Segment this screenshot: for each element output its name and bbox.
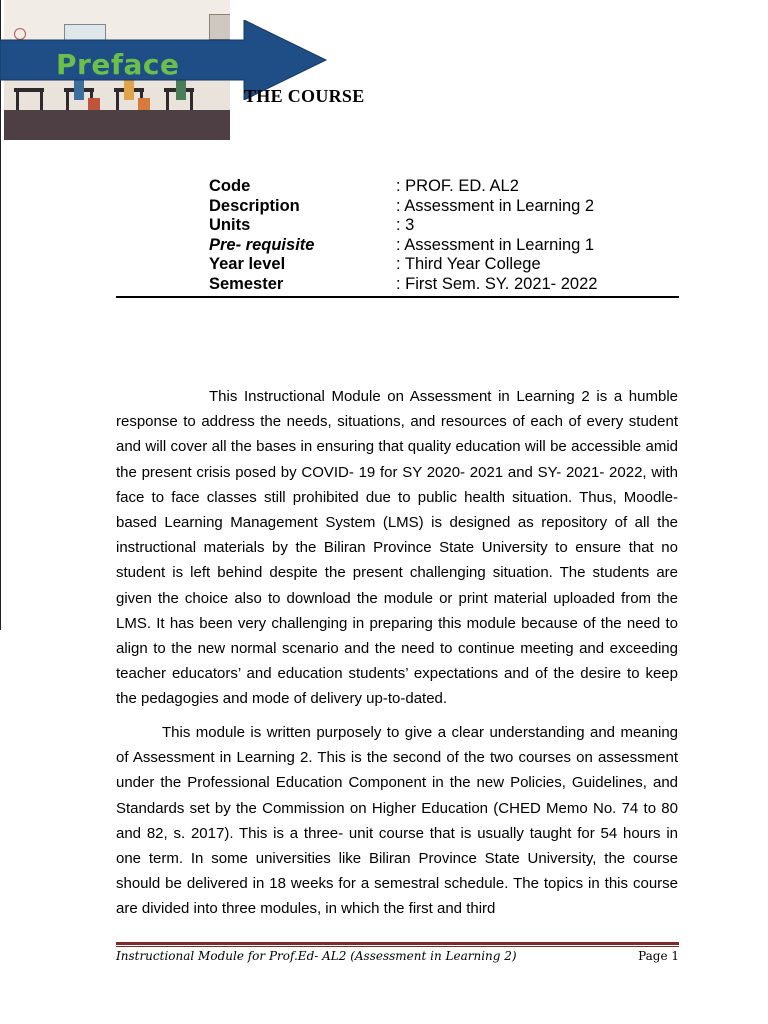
footer-divider: [116, 942, 679, 945]
info-value: : Assessment in Learning 1: [396, 235, 595, 254]
info-row-semester: [209, 275, 597, 295]
info-label: Semester: [209, 274, 284, 293]
body-paragraph-1: This Instructional Module on Assessment in Learning 2 is a humble response to address the needs, situations, and resources of each of every student and will cover all the bases in ensuring that quality education will be accessible amid the present crisis posed by COVID- 19 for SY 2020- 2021 and SY- 2021- 2022, with face to face classes still prohibited due to public health situation. Thus, Moodle- based Learning Management System (LMS) is designed as repository of all the instructional materials by the Biliran Province State University to ensure that no student is left behind despite the present challenging situation. The students are given the choice also to download the module or print material uploaded from the LMS. It has been very challenging in preparing this module because of the need to align to the new normal scenario and the need to continue meeting and exceeding teacher educators’ and education students’ expectations and of the desire to keep the pedagogies and mode of delivery up-to-dated.: [116, 388, 678, 708]
info-row-code: [209, 177, 597, 197]
info-label: Year level: [209, 255, 286, 274]
info-row-units: [209, 216, 597, 236]
course-info-table: [209, 177, 597, 295]
info-divider: [116, 296, 679, 298]
body-paragraph-2: This module is written purposely to give a clear understanding and meaning of Assessment in Learning 2. This is the second of the two courses on assessment under the Professional Education Component in the new Policies, Guidelines, and Standards set by the Commission on Higher Education (CHED Memo No. 74 to 80 and 82, s. 2017). This is a three- unit course that is usually taught for 54 hours in one term. In some universities like Biliran Province State University, the course should be delivered in 18 weeks for a semestral schedule. The topics in this course are divided into three modules, in which the first and third: [116, 724, 678, 918]
info-label: Description: [209, 196, 300, 215]
info-row-description: [209, 197, 597, 217]
info-value: : PROF. ED. AL2: [396, 177, 519, 195]
info-row-prerequisite: [209, 236, 597, 256]
info-label: Code: [209, 177, 251, 195]
info-value: : 3: [396, 216, 415, 235]
banner-title: Preface: [56, 48, 180, 81]
info-value: : Assessment in Learning 2: [396, 196, 595, 215]
preface-banner: [0, 0, 330, 140]
info-label: Units: [209, 216, 251, 235]
page-number: Page 1: [638, 949, 679, 963]
info-row-year-level: [209, 255, 597, 275]
footer-module-title: Instructional Module for Prof.Ed- AL2 (Assessment in Learning 2): [116, 949, 517, 963]
info-value: : First Sem. SY. 2021- 2022: [396, 274, 598, 293]
footer-divider-thin: [116, 946, 679, 947]
info-value: : Third Year College: [396, 255, 541, 274]
info-label: Pre- requisite: [209, 235, 315, 254]
section-heading: THE COURSE: [244, 86, 365, 106]
